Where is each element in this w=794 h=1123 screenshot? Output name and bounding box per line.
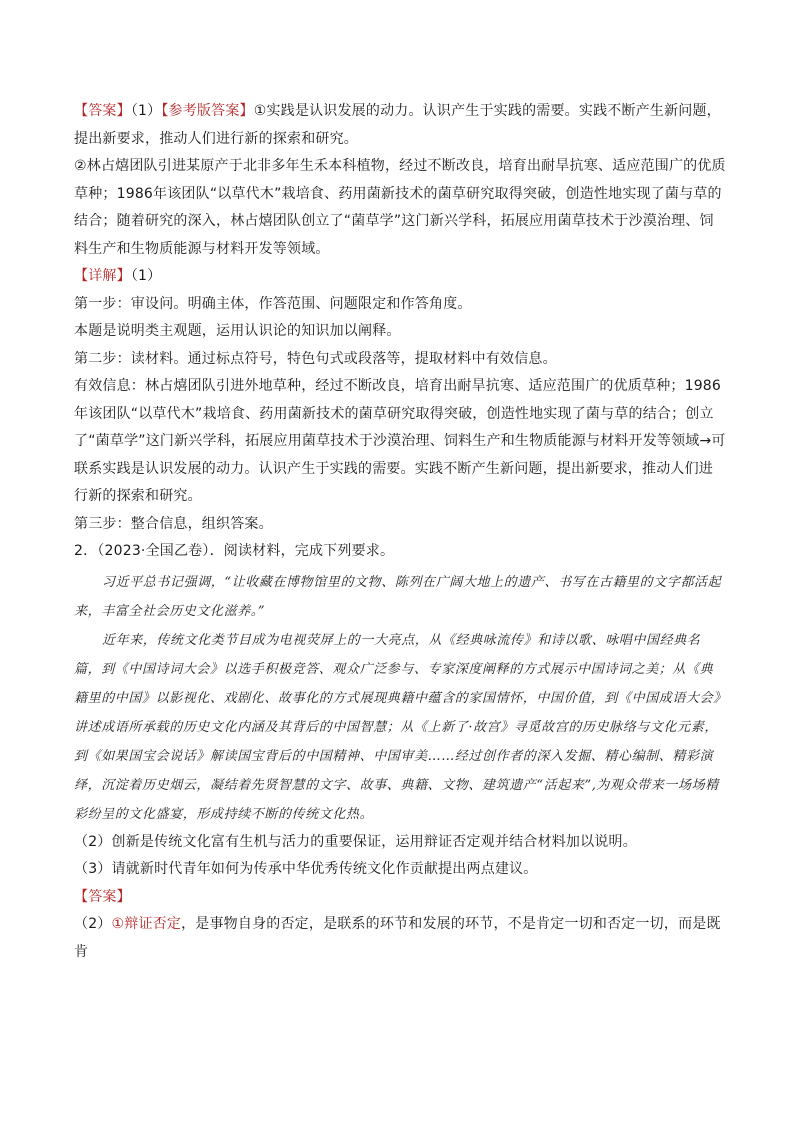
answer-2-num: （2） [74, 916, 112, 932]
answer-label: 【答案】 [74, 103, 131, 119]
answer-point-2: ②林占熺团队引进某原产于北非多年生禾本科植物，经过不断改良，培育出耐旱抗寒、适应范围广的优质草种；1986年该团队“以草代木”栽培食、药用菌新技术的菌草研究取得突破，创造性地实现了菌与草的结合；随着研究的深入，林占熺团队创立了“菌草学”这门新兴学科，拓展应用菌草技术于沙漠治理、饲料生产和生物质能源与材料开发等领域。 [74, 158, 726, 257]
detail-line [74, 263, 726, 291]
step-3: 第三步：整合信息，组织答案。 [74, 515, 273, 532]
sub-question-3: （3）请就新时代青年如何为传承中华优秀传统文化作贡献提出两点建议。 [74, 861, 538, 877]
question-2-header: 2．（2023·全国乙卷）．阅读材料，完成下列要求。 [74, 543, 395, 559]
detail-num: （1） [130, 268, 162, 284]
answer-num: （1） [130, 103, 162, 119]
step-1: 第一步：审设问。明确主体，作答范围、问题限定和作答角度。 [74, 295, 472, 312]
answer-2-text: ，是事物自身的否定，是联系的环节和发展的环节，不是肯定一切和否定一切，而是既肯 [74, 916, 721, 960]
step-1-note: 本题是说明类主观题，运用认识论的知识加以阐释。 [74, 323, 401, 339]
document-body [74, 98, 726, 966]
detail-label: 【详解】 [74, 268, 131, 284]
material-passage-1: 习近平总书记强调，“让收藏在博物馆里的文物、陈列在广阔大地上的遗产、书写在古籍里的文字都活起来，丰富全社会历史文化滋养。” [74, 574, 722, 619]
answer-2-line [74, 911, 726, 966]
step-2: 第二步：读材料。通过标点符号，特色句式或段落等，提取材料中有效信息。 [74, 350, 557, 367]
answer-point-1: ①实践是认识发展的动力。认识产生于实践的需要。实践不断产生新问题，提出新要求，推动人们进行新的探索和研究。 [74, 103, 721, 147]
answer-label-2: 【答案】 [74, 888, 131, 905]
sub-question-2: （2）创新是传统文化富有生机与活力的重要保证，运用辩证否定观并结合材料加以说明。 [74, 833, 637, 850]
ref-answer-label: 【参考版答案】 [161, 103, 254, 119]
answer-1-line [74, 98, 726, 153]
answer-2-keyword: ①辩证否定 [111, 916, 182, 932]
material-passage-2: 近年来，传统文化类节目成为电视荧屏上的一大亮点，从《经典咏流传》和诗以歌、咏唱中国经典名篇，到《中国诗词大会》以选手积极竞答、观众广泛参与、专家深度阐释的方式展示中国诗词之美；从《典籍里的中国》以影视化、戏剧化、故事化的方式展现典籍中蕴含的家国情怀，中国价值，到《中国成语大会》讲述成语所承载的历史文化内涵及其背后的中国智慧；从《上新了·故宫》寻觅故宫的历史脉络与文化元素，到《如果国宝会说话》解读国宝背后的中国精神、中国审美……经过创作者的深入发掘、精心编制、精彩演绎，沉淀着历史烟云，凝结着先贤智慧的文字、故事、典籍、文物、建筑遗产“活起来”,为观众带来一场场精彩纷呈的文化盛宴，形成持续不断的传统文化热。 [74, 632, 721, 822]
effective-info: 有效信息：林占熺团队引进外地草种，经过不断改良，培育出耐旱抗寒、适应范围广的优质草种；1986年该团队“以草代木”栽培食、药用菌新技术的菌草研究取得突破，创造性地实现了菌与草的结合；创立了“菌草学”这门新兴学科，拓展应用菌草技术于沙漠治理、饲料生产和生物质能源与材料开发等领域→可联系实践是认识发展的动力。认识产生于实践的需要。实践不断产生新问题，提出新要求，推动人们进行新的探索和研究。 [74, 378, 726, 504]
